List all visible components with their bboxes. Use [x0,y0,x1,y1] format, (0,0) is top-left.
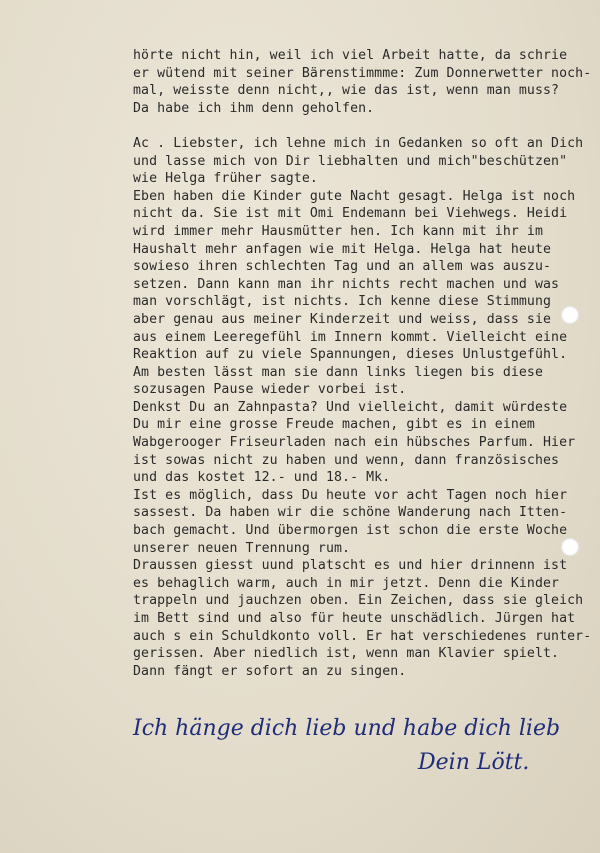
text-line: bach gemacht. Und übermorgen ist schon die erste Woche [133,523,568,539]
text-line: und lasse mich von Dir liebhalten und mich"beschützen" [133,153,568,169]
text-line: aber genau aus meiner Kinderzeit und weiss, dass sie [133,311,552,327]
text-line: Da habe ich ihm denn geholfen. [133,100,375,116]
text-line: nicht da. Sie ist mit Omi Endemann bei Viehwegs. Heidi [133,206,568,222]
blank-line [133,117,573,135]
text-line: im Bett sind und also für heute unschädlich. Jürgen hat [133,611,576,626]
punch-hole [561,306,579,324]
text-line: trappeln und jauchzen oben. Ein Zeichen, dass sie gleich [133,593,584,609]
text-line: Reaktion auf zu viele Spannungen, dieses Unlustgefühl. [133,347,568,363]
handwritten-closing [133,712,560,780]
text-line: Denkst Du an Zahnpasta? Und vielleicht, damit würdeste [133,399,568,415]
punch-hole [561,538,579,556]
text-line: Haushalt mehr anfagen wie mit Helga. Helga hat heute [133,241,552,257]
text-line: wie Helga früher sagte. [133,171,318,187]
text-line: sassest. Da haben wir die schöne Wanderung nach Itten- [133,505,568,521]
text-line: Ac . Liebster, ich lehne mich in Gedanken so oft an Dich [133,135,584,151]
text-line: setzen. Dann kann man ihr nichts recht machen und was [133,276,560,292]
signature-name: Dein Lött. [418,750,530,775]
text-line: unserer neuen Trennung rum. [133,540,351,556]
text-line: ist sowas nicht zu haben und wenn, dann französisches [133,452,560,468]
text-line: und das kostet 12.- und 18.- Mk. [133,470,391,486]
text-line: Wabgerooger Friseurladen nach ein hübsches Parfum. Hier [133,435,576,451]
text-line: sozusagen Pause wieder vorbei ist. [133,382,407,398]
typewritten-text [133,47,592,680]
text-line: er wütend mit seiner Bärenstimmme: Zum Donnerwetter noch- [133,65,592,81]
text-line: mal, weisste denn nicht,, wie das ist, wenn man muss? [133,83,560,99]
closing-line: Ich hänge dich lieb und habe dich lieb [133,716,561,741]
text-line: wird immer mehr Hausmütter hen. Ich kann mit ihr im [133,223,544,239]
text-line: Du mir eine grosse Freude machen, gibt es in einem [133,417,535,433]
text-line: Ist es möglich, dass Du heute vor acht Tagen noch hier [133,487,568,503]
text-line: aus einem Leeregefühl im Innern kommt. Vielleicht eine [133,329,568,345]
text-line: es behaglich warm, auch in mir jetzt. Denn die Kinder [133,575,560,591]
text-line: auch s ein Schuldkonto voll. Er hat verschiedenes runter- [133,628,592,644]
text-line: Am besten lässt man sie dann links liegen bis diese [133,364,544,380]
text-line: Draussen giesst uund platscht es und hier drinnenn ist [133,558,568,574]
text-line: man vorschlägt, ist nichts. Ich kenne diese Stimmung [133,294,552,310]
text-line: hörte nicht hin, weil ich viel Arbeit hatte, da schrie [133,48,568,63]
text-line: gerissen. Aber niedlich ist, wenn man Klavier spielt. [133,646,560,662]
text-line: Eben haben die Kinder gute Nacht gesagt. Helga ist noch [133,188,576,204]
text-line: sowieso ihren schlechten Tag und an allem was auszu- [133,259,552,275]
text-line: Dann fängt er sofort an zu singen. [133,663,407,679]
